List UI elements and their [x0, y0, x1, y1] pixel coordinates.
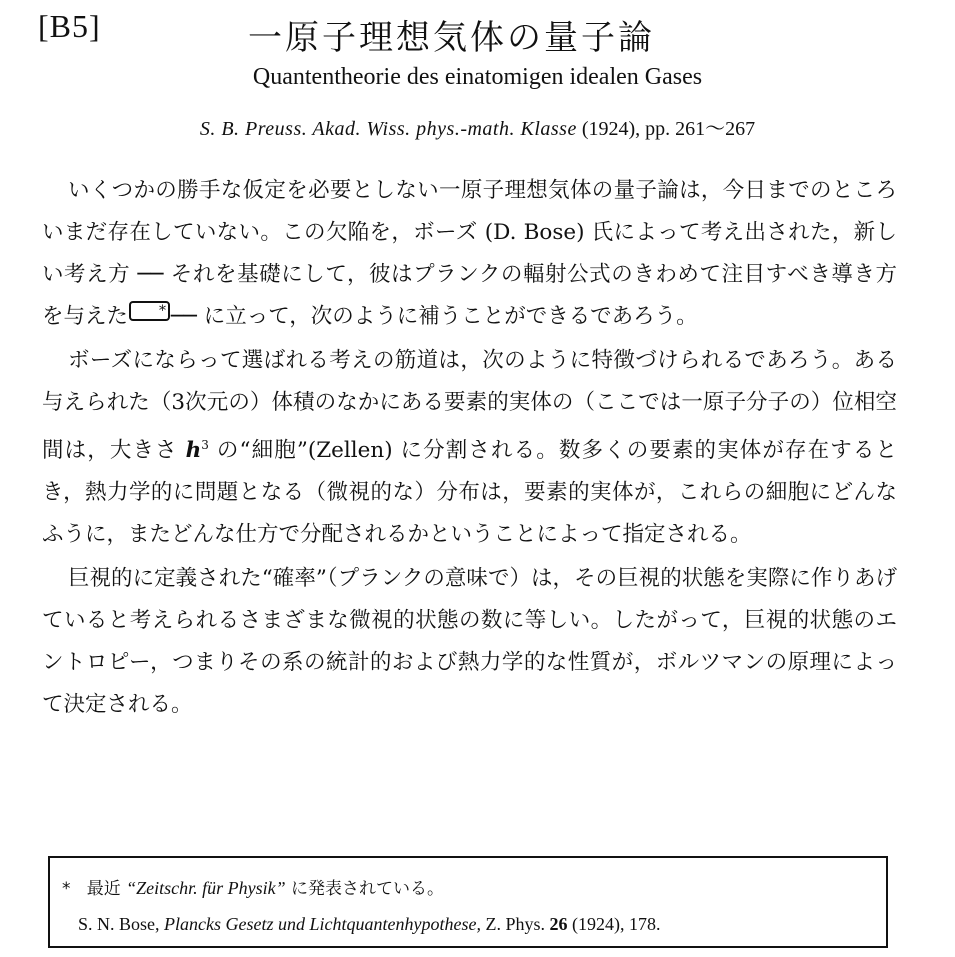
footnote-line-1 — [62, 874, 444, 899]
page-title: 一原子理想気体の量子論 — [248, 18, 655, 58]
footnote-journal: “Zeitschr. für Physik” — [126, 878, 286, 898]
footnote-text-a: 最近 — [86, 879, 121, 899]
footnote-line-2 — [78, 914, 660, 935]
footnote-star: * — [62, 879, 71, 899]
citation-detail: (1924), pp. 261～267 — [581, 118, 756, 140]
planck-constant: h — [185, 438, 202, 464]
citation — [0, 112, 955, 141]
reference-rest: (1924), 178. — [571, 914, 661, 934]
paragraph-1 — [42, 170, 897, 338]
citation-journal: S. B. Preuss. Akad. Wiss. phys.-math. Klasse — [199, 118, 577, 140]
body-text — [42, 170, 897, 728]
section-code: [B5] — [38, 8, 101, 44]
paragraph-2-text-b: の“細胞”(Zellen) に分割される。数多くの要素的実体が存在するとき，熱力学的に問題となる（微視的な）分布は，要素的実体が，これらの細胞にどんなふうに，またどんな仕方で分配されるかということによって指定される。 — [42, 438, 897, 548]
footnote-marker[interactable]: * — [129, 301, 170, 321]
reference-volume: 26 — [549, 914, 568, 934]
paragraph-1-text-a: いくつかの勝手な仮定を必要としない一原子理想気体の量子論は，今日までのところいまだ存在していない。この欠陥を，ボーズ (D. Bose) 氏によって考え出された，新しい考え方 ── それを基礎にして，彼はプランクの輻射公式のきわめて注目すべき導き方を与えた — [42, 178, 897, 329]
footnote-box — [48, 856, 888, 948]
paragraph-1-text-b: ── に立って，次のように補うことができるであろう。 — [171, 304, 698, 329]
paragraph-3: 巨視的に定義された“確率”（プランクの意味で）は，その巨視的状態を実際に作りあげていると考えられるさまざまな微視的状態の数に等しい。したがって，巨視的状態のエントロピー，つまりその系の統計的および熱力学的な性質が，ボルツマンの原理によって決定される。 — [42, 566, 897, 718]
original-title: Quantentheorie des einatomigen idealen Gases — [252, 64, 703, 90]
reference-journal: Z. Phys. — [485, 914, 545, 934]
paragraph-2-text-a: ボーズにならって選ばれる考えの筋道は，次のように特徴づけられるであろう。ある与えられた（3次元の）体積のなかにある要素的実体の（ここでは一原子分子の）位相空間は，大きさ — [42, 348, 897, 464]
reference-author: S. N. Bose, — [78, 914, 160, 934]
reference-title: Plancks Gesetz und Lichtquantenhypothese, — [164, 914, 481, 934]
exponent: 3 — [201, 438, 209, 452]
footnote-text-b: に発表されている。 — [291, 879, 445, 899]
paragraph-2 — [42, 340, 897, 556]
